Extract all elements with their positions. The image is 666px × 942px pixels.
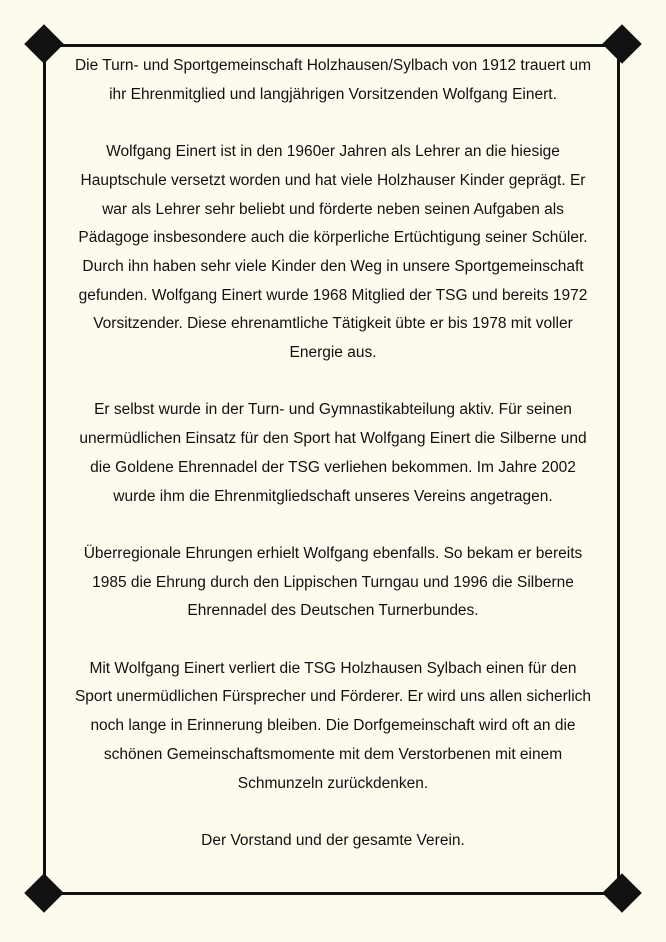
biography-paragraph: Wolfgang Einert ist in den 1960er Jahren als Lehrer an die hiesige Hauptschule versetzt worden und hat viele Holzhauser Kinder geprägt. Er war als Lehrer sehr beliebt und förderte neben seinen Aufgaben als Pädagoge insbesondere auch die körperliche Ertüchtigung seiner Schüler. Durch ihn haben sehr viele Kinder den Weg in unsere Sportgemeinschaft gefunden. Wolfgang Einert wurde 1968 Mitglied der TSG und bereits 1972 Vorsitzender. Diese ehrenamtliche Tätigkeit übte er bis 1978 mit voller Energie aus.: [78, 143, 588, 362]
honors-paragraph: Er selbst wurde in der Turn- und Gymnastikabteilung aktiv. Für seinen unermüdlichen Einsatz für den Sport hat Wolfgang Einert die Silberne und die Goldene Ehrennadel der TSG verliehen bekommen. Im Jahre 2002 wurde ihm die Ehrenmitgliedschaft unseres Vereins angetragen.: [79, 401, 587, 505]
farewell-paragraph: Mit Wolfgang Einert verliert die TSG Holzhausen Sylbach einen für den Sport unermüdlichen Fürsprecher und Förderer. Er wird uns allen sicherlich noch lange in Erinnerung bleiben. Die Dorfgemeinschaft wird oft an die schönen Gemeinschaftsmomente mit dem Verstorbenen mit einem Schmunzeln zurückdenken.: [74, 659, 592, 792]
intro-paragraph: Die Turn- und Sportgemeinschaft Holzhausen/Sylbach von 1912 trauert um ihr Ehrenmitglied und langjährigen Vorsitzenden Wolfgang Einert.: [74, 57, 592, 103]
signature-line: Der Vorstand und der gesamte Verein.: [201, 831, 465, 849]
regional-honors-paragraph: Überregionale Ehrungen erhielt Wolfgang ebenfalls. So bekam er bereits 1985 die Ehrung durch den Lippischen Turngau und 1996 die Silberne Ehrennadel des Deutschen Turnerbundes.: [83, 544, 583, 620]
obituary-text: [50, 52, 616, 856]
